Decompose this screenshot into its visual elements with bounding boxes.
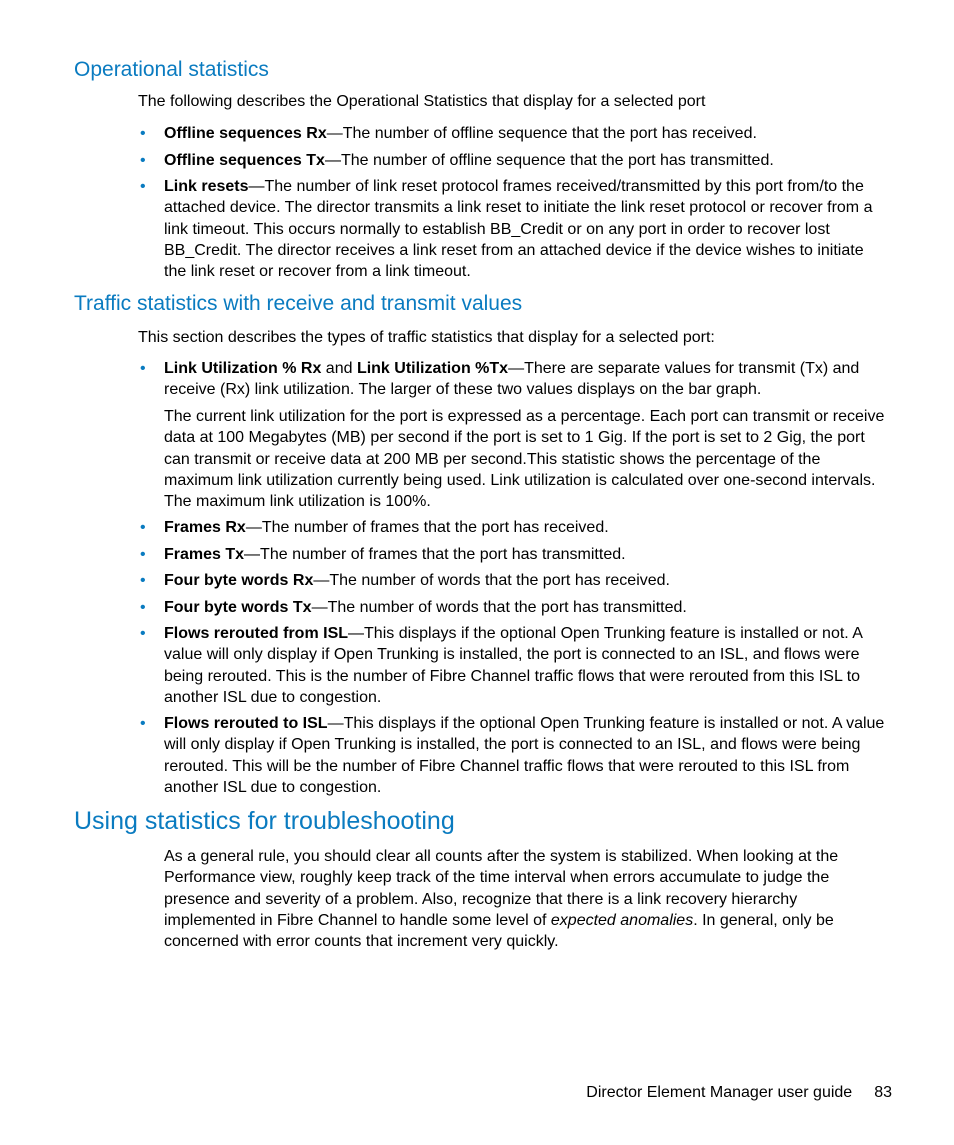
bullet-icon: •	[140, 715, 146, 732]
heading-traffic-statistics: Traffic statistics with receive and transmit values	[74, 292, 523, 315]
list-item-offline-rx	[140, 123, 890, 144]
description: —This displays if the optional Open Trunking feature is installed or not. A value will only display if Open Trunking is installed, the port is connected to an ISL, and flows were being rerouted. This will be the number of Fibre Channel traffic flows that were rerouted to this ISL from another ISL due to congestion.	[164, 715, 885, 796]
heading-troubleshooting: Using statistics for troubleshooting	[74, 807, 455, 835]
list-item-flows-from-isl	[140, 623, 890, 708]
description: —This displays if the optional Open Trunking feature is installed or not. A value will only display if Open Trunking is installed, the port is connected to an ISL, and flows were being rerouted. This is the number of Fibre Channel traffic flows that were rerouted from this ISL to another ISL due to congestion.	[164, 625, 863, 706]
list-item-link-resets	[140, 176, 890, 282]
list-item-words-rx	[140, 570, 890, 591]
term: Link Utilization % Rx	[164, 360, 322, 377]
list-item-flows-to-isl	[140, 713, 890, 798]
bullet-icon: •	[140, 125, 146, 142]
bullet-icon: •	[140, 360, 146, 377]
description: —The number of link reset protocol frames received/transmitted by this port from/to the attached device. The director transmits a link reset to initiate the link reset protocol or recover from a link timeout. This occurs normally to establish BB_Credit or on any port in order to recover lost BB_Credit. The director receives a link reset from an attached device if the device wishes to initiate the link reset or recover from a link timeout.	[164, 178, 873, 281]
term: Flows rerouted to ISL	[164, 715, 328, 732]
heading-operational-statistics: Operational statistics	[74, 58, 269, 81]
bullet-icon: •	[140, 625, 146, 642]
bullet-icon: •	[140, 572, 146, 589]
term: Offline sequences Rx	[164, 125, 327, 142]
text: . In general, only be concerned with error counts that increment very quickly.	[164, 911, 834, 951]
description: —The number of frames that the port has received.	[245, 519, 609, 536]
description: —The number of words that the port has received.	[313, 572, 670, 589]
page-footer	[586, 1083, 892, 1103]
term: Frames Tx	[164, 546, 245, 563]
page-number: 83	[874, 1084, 892, 1101]
list-item-offline-tx	[140, 150, 890, 171]
conjunction: and	[321, 360, 357, 377]
utilization-detail: The current link utilization for the port is expressed as a percentage. Each port can transmit or receive data at 100 Megabytes (MB) per second if the port is set to 1 Gig. If the port is set to 2 Gig, the port can transmit or receive data at 200 MB per second.This statistic shows the percentage of the maximum link utilization currently being used. Link utilization is calculated over one-second intervals. The maximum link utilization is 100%.	[164, 408, 885, 511]
description: —The number of offline sequence that the port has transmitted.	[324, 152, 774, 169]
description: —There are separate values for transmit (Tx) and receive (Rx) link utilization. The larger of these two values displays on the bar graph.	[164, 360, 860, 399]
troubleshooting-paragraph	[164, 846, 890, 952]
description: —The number of words that the port has transmitted.	[311, 599, 687, 616]
text: As a general rule, you should clear all counts after the system is stabilized. When looking at the Performance view, roughly keep track of the time interval when errors accumulate to judge the presence and severity of a problem. Also, recognize that there is a link recovery hierarchy implemented in Fibre Channel to handle some level of	[164, 848, 839, 929]
bullet-icon: •	[140, 599, 146, 616]
term: Offline sequences Tx	[164, 152, 325, 169]
footer-title: Director Element Manager user guide	[586, 1084, 853, 1101]
term: Four byte words Tx	[164, 599, 312, 616]
description: —The number of frames that the port has transmitted.	[244, 546, 626, 563]
intro-operational: The following describes the Operational Statistics that display for a selected port	[138, 93, 706, 110]
term: Link Utilization %Tx	[356, 360, 509, 377]
list-item-frames-rx	[140, 517, 890, 538]
term: Frames Rx	[164, 519, 246, 536]
intro-traffic: This section describes the types of traffic statistics that display for a selected port:	[138, 329, 715, 346]
list-item-link-utilization	[140, 358, 890, 401]
bullet-icon: •	[140, 519, 146, 536]
term: Four byte words Rx	[164, 572, 314, 589]
bullet-icon: •	[140, 178, 146, 195]
emphasis: expected anomalies	[550, 911, 694, 929]
term: Flows rerouted from ISL	[164, 625, 349, 642]
bullet-icon: •	[140, 546, 146, 563]
list-item-words-tx	[140, 597, 890, 618]
bullet-icon: •	[140, 152, 146, 169]
list-item-frames-tx	[140, 544, 890, 565]
description: —The number of offline sequence that the port has received.	[326, 125, 757, 142]
term: Link resets	[164, 178, 249, 195]
